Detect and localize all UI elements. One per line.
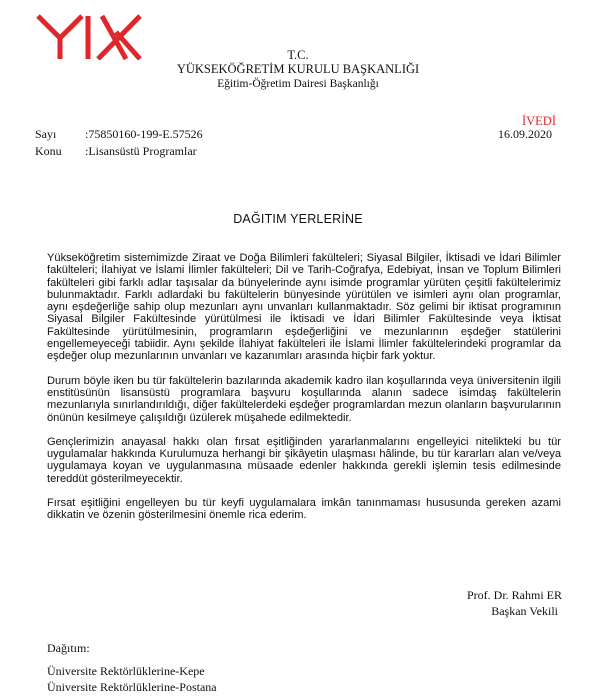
meta-sayi xyxy=(35,127,203,142)
header-line-institution: YÜKSEKÖĞRETİM KURULU BAŞKANLIĞI xyxy=(176,62,420,76)
distribution-title: DAĞITIM YERLERİNE xyxy=(233,212,363,226)
sayi-label: Sayı xyxy=(35,127,57,141)
paragraph: Durum böyle iken bu tür fakültelerin bazılarında akademik kadro ilan koşullarında veya üniversitenin ilgili enstitüsünün lisansüstü programlara başvuru koşullarında alanın sadece isimdaş fakültelerin mezunlarıyla sınırlandırıldığı, diğer fakültelerdeki eşdeğer programlardan mezun olanların başvurularının önünün kesilmeye çalışıldığı üzülerek müşahede edilmektedir. xyxy=(47,374,561,424)
header-line-department: Eğitim-Öğretim Dairesi Başkanlığı xyxy=(217,78,379,90)
letter-body xyxy=(47,252,561,534)
paragraph: Gençlerimizin anayasal hakkı olan fırsat eşitliğinden yararlanmalarını engelleyici nitelikteki bu tür uygulamalar hakkında Kurulumuza herhangi bir şikâyetin ulaşması hâlinde, bu tür kararları alan ve/veya uygulamaya koyan ve uygulanmasına müsaade edenler hakkında gerekli işlemin tesis edilmesinde tereddüt gösterilmeyecektir. xyxy=(47,435,561,485)
distribution-item: Üniversite Rektörlüklerine-Postana xyxy=(47,680,217,694)
konu-value: :Lisansüstü Programlar xyxy=(85,144,197,158)
header-line-tc: T.C. xyxy=(287,48,309,62)
meta-konu xyxy=(35,144,197,159)
sayi-value: :75850160-199-E.57526 xyxy=(85,127,203,141)
urgent-stamp: İVEDİ xyxy=(521,114,556,128)
signatory-name: Prof. Dr. Rahmi ER xyxy=(467,588,562,602)
distribution-item: Üniversite Rektörlüklerine-Kepe xyxy=(47,664,205,678)
distribution-label: Dağıtım: xyxy=(47,641,90,655)
signatory-title: Başkan Vekili xyxy=(491,604,558,618)
paragraph: Yükseköğretim sistemimizde Ziraat ve Doğa Bilimleri fakülteleri; Siyasal Bilgiler, İktisadi ve İdari Bilimler fakülteleri; İlahiyat ve İslami İlimler fakülteleri; Dil ve Tarih-Coğrafya, Edebiyat, İnsan ve Toplum Bilimleri fakülteleri gibi farklı adlar taşısalar da bünyelerinde aynı isimde programlar yürüten çeşitli fakültelerimiz bulunmaktadır. Farklı adlardaki bu fakültelerin bünyesinde yürütülen ve isimleri aynı olan programlar, aynı eşdeğerliğe sahip olup mezunları aynı unvanları kullanmaktadır. Söz gelimi bir iktisat programının Siyasal Bilgiler Fakültesinde yürütülmesi ile İktisadi ve İdari Bilimler Fakültesinde veya İktisat Fakültesinde yürütülmesinin, programların eşdeğerliğini ve mezunlarının eşdeğer statülerini engellemeyeceği tabiidir. Aynı şekilde İlahiyat fakülteleri ile İslami İlimler fakültelerindeki programlar da eşdeğer olup mezunlarının unvanları ve kazanımları arasında hiçbir fark yoktur. xyxy=(47,252,561,363)
konu-label: Konu xyxy=(35,144,62,158)
paragraph: Fırsat eşitliğini engelleyen bu tür keyfi uygulamalara imkân tanınmaması hususunda gereken azami dikkatin ve özenin gösterilmesini önemle rica ederim. xyxy=(47,497,561,522)
document-date: 16.09.2020 xyxy=(498,127,552,141)
